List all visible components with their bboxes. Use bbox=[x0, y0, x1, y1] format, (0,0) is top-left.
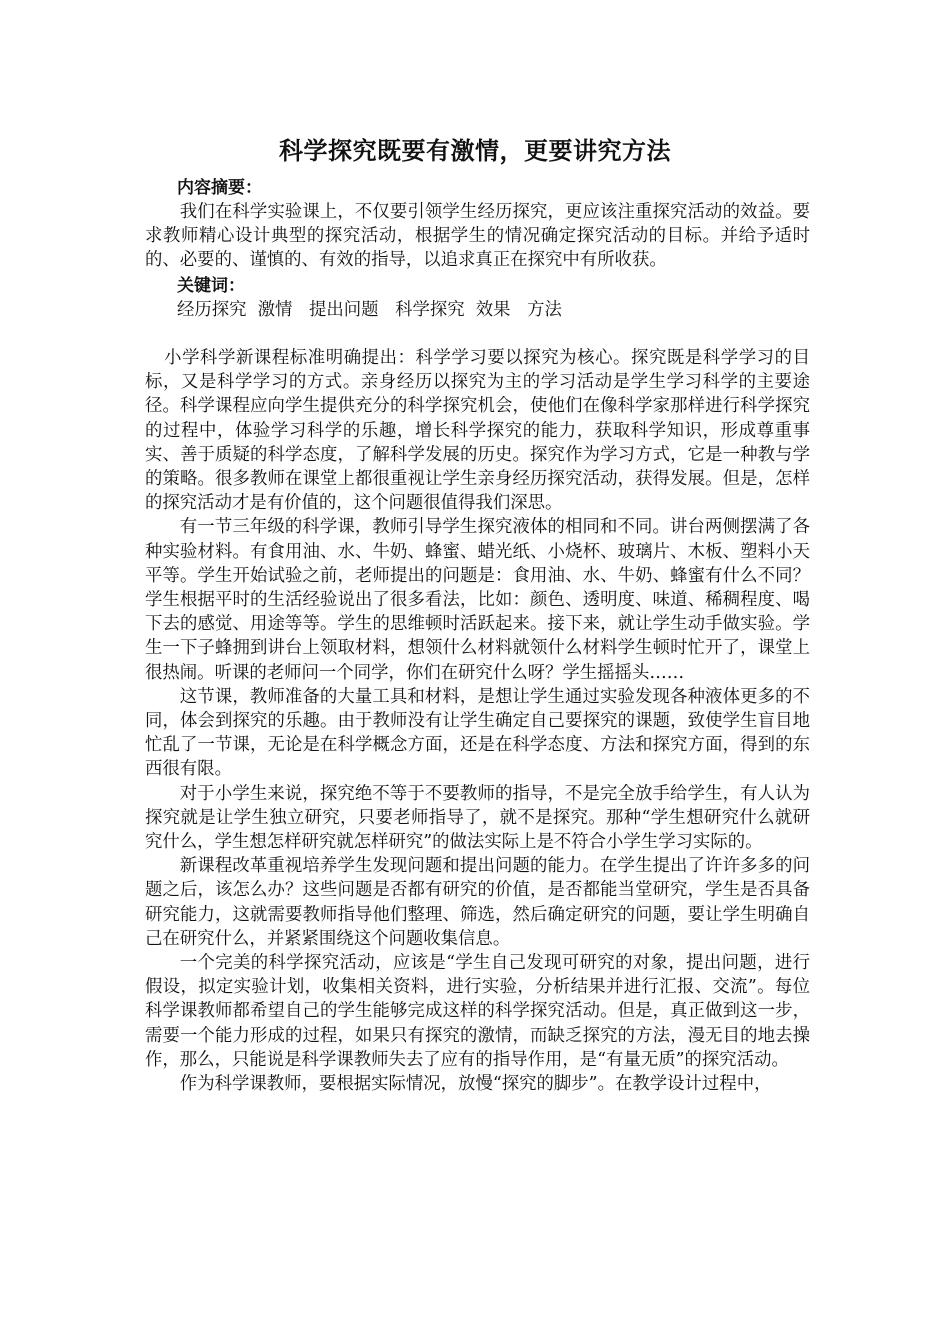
abstract-paragraph: 我们在科学实验课上，不仅要引领学生经历探究，更应该注重探究活动的效益。要求教师精心设计典型的探究活动，根据学生的情况确定探究活动的目标。并给予适时的、必要的、谨慎的、有效的指导，以追求真正在探究中有所收获。 bbox=[145, 202, 810, 271]
body-paragraph: 小学科学新课程标准明确提出：科学学习要以探究为核心。探究既是科学学习的目标，又是科学学习的方式。亲身经历以探究为主的学习活动是学生学习科学的主要途径。科学课程应向学生提供充分的科学探究机会，使他们在像科学家那样进行科学探究的过程中，体验学习科学的乐趣，增长科学探究的能力，获取科学知识，形成尊重事实、善于质疑的科学态度，了解科学发展的历史。探究作为学习方式，它是一种教与学的策略。很多教师在课堂上都很重视让学生亲身经历探究活动，获得发展。但是，怎样的探究活动才是有价值的，这个问题很值得我们深思。 bbox=[145, 348, 810, 514]
body-paragraph: 作为科学课教师，要根据实际情况，放慢“探究的脚步”。在教学设计过程中， bbox=[179, 1074, 772, 1095]
abstract-label: 内容摘要： bbox=[177, 178, 262, 198]
keywords-list: 经历探究 激情 提出问题 科学探究 效果 方法 bbox=[177, 300, 562, 320]
body-paragraph: 一个完美的科学探究活动，应该是“学生自己发现可研究的对象，提出问题，进行假设，拟定实验计划，收集相关资料，进行实验，分析结果并进行汇报、交流”。每位科学课教师都希望自己的学生能够完成这样的科学探究活动。但是，真正做到这一步，需要一个能力形成的过程，如果只有探究的激情，而缺乏探究的方法，漫无目的地去操作，那么，只能说是科学课教师失去了应有的指导作用，是“有量无质”的探究活动。 bbox=[145, 953, 810, 1070]
body-paragraph: 对于小学生来说，探究绝不等于不要教师的指导，不是完全放手给学生，有人认为探究就是让学生独立研究，只要老师指导了，就不是探究。那种“学生想研究什么就研究什么，学生想怎样研究就怎样研究”的做法实际上是不符合小学生学习实际的。 bbox=[145, 783, 810, 853]
body-paragraph: 有一节三年级的科学课，教师引导学生探究液体的相同和不同。讲台两侧摆满了各种实验材料。有食用油、水、牛奶、蜂蜜、蜡光纸、小烧杯、玻璃片、木板、塑料小天平等。学生开始试验之前，老师提出的问题是：食用油、水、牛奶、蜂蜜有什么不同？学生根据平时的生活经验说出了很多看法，比如：颜色、透明度、味道、稀稠程度、喝下去的感觉、用途等等。学生的思维顿时活跃起来。接下来，就让学生动手做实验。学生一下子蜂拥到讲台上领取材料，想领什么材料就领什么材料学生顿时忙开了，课堂上很热闹。听课的老师问一个同学，你们在研究什么呀？学生摇摇头…… bbox=[145, 517, 810, 683]
keywords-label: 关键词： bbox=[177, 276, 245, 296]
body-paragraph: 这节课，教师准备的大量工具和材料，是想让学生通过实验发现各种液体更多的不同，体会到探究的乐趣。由于教师没有让学生确定自己要探究的课题，致使学生盲目地忙乱了一节课，无论是在科学概念方面，还是在科学态度、方法和探究方面，得到的东西很有限。 bbox=[145, 686, 810, 780]
abstract-section bbox=[145, 200, 810, 273]
body-text bbox=[145, 346, 810, 1096]
body-paragraph: 新课程改革重视培养学生发现问题和提出问题的能力。在学生提出了许许多多的问题之后，该怎么办？这些问题是否都有研究的价值，是否都能当堂研究，学生是否具备研究能力，这就需要教师指导他们整理、筛选，然后确定研究的问题，要让学生明确自己在研究什么，并紧紧围绕这个问题收集信息。 bbox=[145, 856, 810, 949]
page-title: 科学探究既要有激情，更要讲究方法 bbox=[279, 136, 671, 165]
